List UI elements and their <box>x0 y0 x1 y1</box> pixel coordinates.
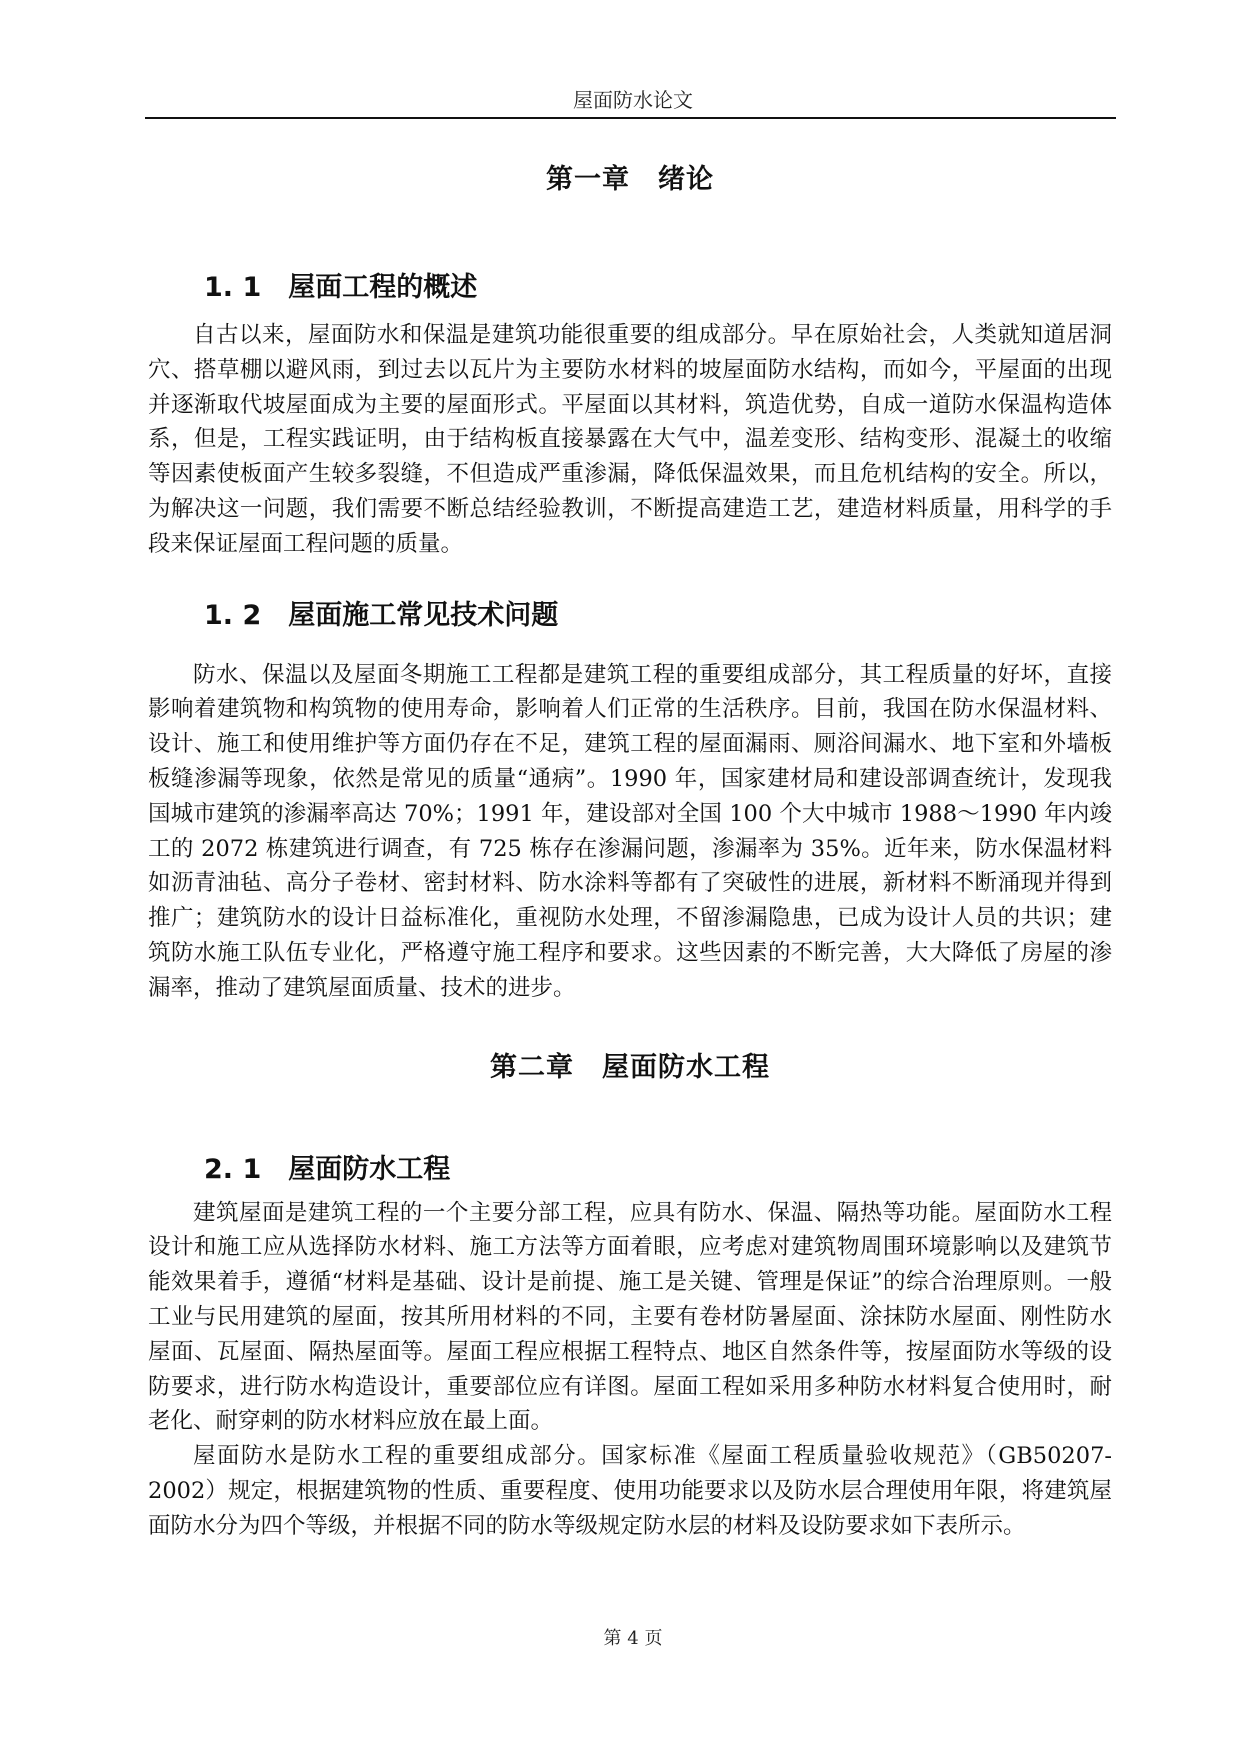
header-rule <box>145 117 1116 119</box>
page-content <box>148 150 1112 1544</box>
section-1-1-title: 1. 1 屋面工程的概述 <box>204 272 478 303</box>
chapter-2-title: 第二章 屋面防水工程 <box>490 1051 770 1083</box>
section-2-1-title: 2. 1 屋面防水工程 <box>204 1153 451 1185</box>
section-1-2-title: 1. 2 屋面施工常见技术问题 <box>204 599 559 631</box>
section-2-1-paragraph-2: 屋面防水是防水工程的重要组成部分。国家标准《屋面工程质量验收规范》（GB50207-2002）规定，根据建筑物的性质、重要程度、使用功能要求以及防水层合理使用年限，将建筑屋面防水分为四个等级，并根据不同的防水等级规定防水层的材料及设防要求如下表所示。 <box>148 1443 1112 1539</box>
section-1-1-paragraph: 自古以来，屋面防水和保温是建筑功能很重要的组成部分。早在原始社会，人类就知道居洞穴、搭草棚以避风雨，到过去以瓦片为主要防水材料的坡屋面防水结构，而如今，平屋面的出现并逐渐取代坡屋面成为主要的屋面形式。平屋面以其材料，筑造优势，自成一道防水保温构造体系，但是，工程实践证明，由于结构板直接暴露在大气中，温差变形、结构变形、混凝土的收缩等因素使板面产生较多裂缝，不但造成严重渗漏，降低保温效果，而且危机结构的安全。所以，为解决这一问题，我们需要不断总结经验教训，不断提高建造工艺，建造材料质量，用科学的手段来保证屋面工程问题的质量。 <box>148 322 1112 557</box>
page-number: 第 4 页 <box>603 1628 663 1649</box>
chapter-1-title: 第一章 绪论 <box>546 164 714 195</box>
running-header: 屋面防水论文 <box>573 88 693 112</box>
section-2-1-paragraph-1: 建筑屋面是建筑工程的一个主要分部工程，应具有防水、保温、隔热等功能。屋面防水工程设计和施工应从选择防水材料、施工方法等方面着眼，应考虑对建筑物周围环境影响以及建筑节能效果着手，遵循“材料是基础、设计是前提、施工是关键、管理是保证”的综合治理原则。一般工业与民用建筑的屋面，按其所用材料的不同，主要有卷材防暑屋面、涂抹防水屋面、刚性防水屋面、瓦屋面、隔热屋面等。屋面工程应根据工程特点、地区自然条件等，按屋面防水等级的设防要求，进行防水构造设计，重要部位应有详图。屋面工程如采用多种防水材料复合使用时，耐老化、耐穿刺的防水材料应放在最上面。 <box>148 1199 1112 1435</box>
section-1-2-paragraph: 防水、保温以及屋面冬期施工工程都是建筑工程的重要组成部分，其工程质量的好坏，直接影响着建筑物和构筑物的使用寿命，影响着人们正常的生活秩序。目前，我国在防水保温材料、设计、施工和使用维护等方面仍存在不足，建筑工程的屋面漏雨、厕浴间漏水、地下室和外墙板板缝渗漏等现象，依然是常见的质量“通病”。1990 年，国家建材局和建设部调查统计，发现我国城市建筑的渗漏率高达 70%；1991 年，建设部对全国 100 个大中城市 1988～1990 年内竣工的 2072 栋建筑进行调查，有 725 栋存在渗漏问题，渗漏率为 35%。近年来，防水保温材料如沥青油毡、高分子卷材、密封材料、防水涂料等都有了突破性的进展，新材料不断涌现并得到推广；建筑防水的设计日益标准化，重视防水处理，不留渗漏隐患，已成为设计人员的共识；建筑防水施工队伍专业化，严格遵守施工程序和要求。这些因素的不断完善，大大降低了房屋的渗漏率，推动了建筑屋面质量、技术的进步。 <box>148 661 1112 1001</box>
